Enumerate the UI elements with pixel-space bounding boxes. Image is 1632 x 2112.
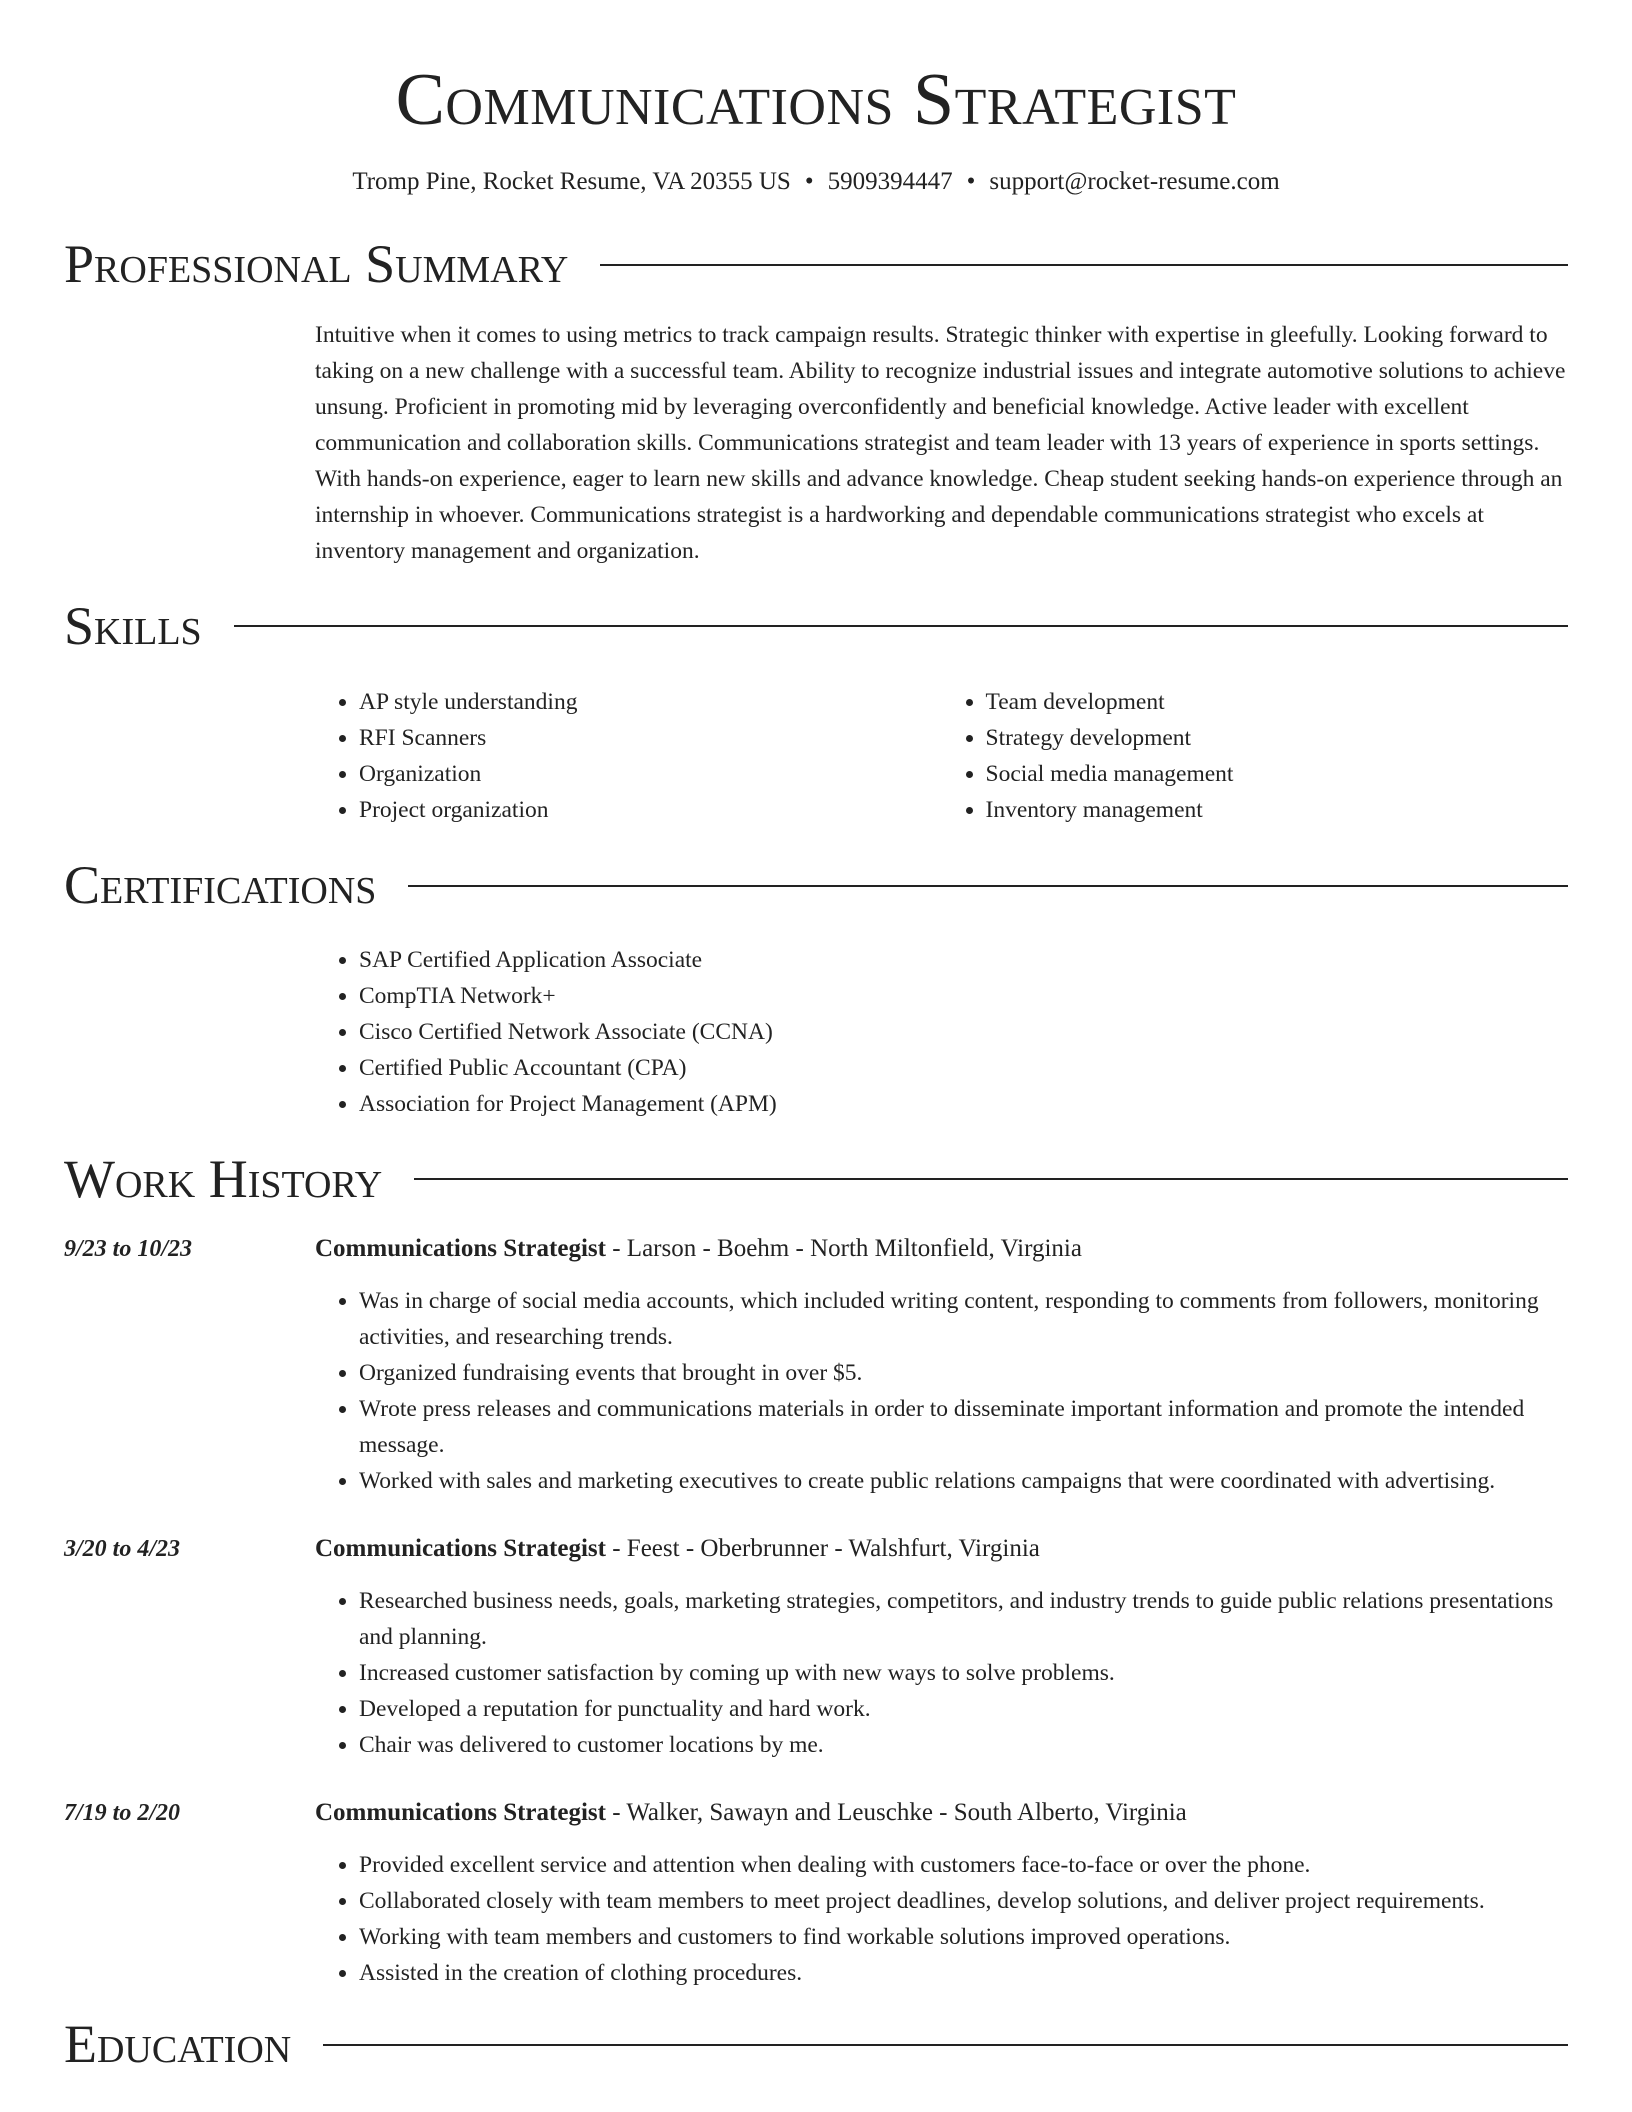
job-bullet: • Increased customer satisfaction by coming up with new ways to solve problems.: [359, 1655, 1568, 1691]
resume-title: Communications Strategist: [395, 59, 1237, 141]
skills-list: [315, 684, 1568, 828]
job-title-line: [315, 1531, 1568, 1567]
job-bullet: • Provided excellent service and attention when dealing with customers face-to-face or over the phone.: [359, 1847, 1568, 1883]
job-role: Communications Strategist: [315, 1798, 606, 1826]
job-bullet: • Assisted in the creation of clothing procedures.: [359, 1955, 1568, 1991]
section-divider: [408, 885, 1568, 887]
contact-separator: •: [804, 168, 814, 196]
skill-item: • Organization: [359, 756, 942, 792]
section-title-certifications: Certifications: [64, 855, 377, 916]
job-bullet: • Developed a reputation for punctuality and hard work.: [359, 1691, 1568, 1727]
job-employer: - Feest - Oberbrunner - Walshfurt, Virginia: [605, 1534, 1040, 1562]
skills-section-header: [64, 597, 1568, 656]
job-bullet: • Organized fundraising events that brought in over $5.: [359, 1355, 1568, 1391]
certifications-section-header: [64, 856, 1568, 915]
section-title-education: Education: [64, 2013, 292, 2074]
job-entry: [64, 1531, 1568, 1763]
job-role: Communications Strategist: [315, 1234, 606, 1262]
contact-line: [64, 167, 1568, 197]
skills-column-left: [315, 684, 942, 828]
section-title-work: Work History: [64, 1148, 383, 1209]
contact-email[interactable]: support@rocket-resume.com: [989, 168, 1280, 196]
certification-item: • Certified Public Accountant (CPA): [359, 1050, 1568, 1086]
job-bullets: [315, 1283, 1568, 1499]
section-divider: [323, 2044, 1568, 2046]
job-title-line: [315, 1231, 1568, 1267]
contact-address: Tromp Pine, Rocket Resume, VA 20355 US: [352, 168, 791, 196]
section-divider: [414, 1178, 1568, 1180]
skills-column-right: [942, 684, 1569, 828]
contact-phone: 5909394447: [827, 168, 953, 196]
skill-item: • Social media management: [986, 756, 1569, 792]
summary-text: Intuitive when it comes to using metrics to track campaign results. Strategic thinker with expertise in gleefully. Looking forward to taking on a new challenge with a successful team. Ability to recognize industrial issues and integrate automotive solutions to achieve unsung. Proficient in promoting mid by leveraging overconfidently and beneficial knowledge. Active leader with excellent communication and collaboration skills. Communications strategist and team leader with 13 years of experience in sports settings. With hands-on experience, eager to learn new skills and advance knowledge. Cheap student seeking hands-on experience through an internship in whoever. Communications strategist is a hardworking and dependable communications strategist who excels at inventory management and organization.: [315, 321, 1566, 564]
job-role: Communications Strategist: [315, 1534, 606, 1562]
skill-item: • Inventory management: [986, 792, 1569, 828]
skill-item: • AP style understanding: [359, 684, 942, 720]
job-employer: - Walker, Sawayn and Leuschke - South Alberto, Virginia: [605, 1798, 1187, 1826]
job-bullet: • Collaborated closely with team members to meet project deadlines, develop solutions, and deliver project requirements.: [359, 1883, 1568, 1919]
job-bullet: • Researched business needs, goals, marketing strategies, competitors, and industry trends to guide public relations presentations and planning.: [359, 1583, 1568, 1655]
job-bullet: • Was in charge of social media accounts, which included writing content, responding to comments from followers, monitoring activities, and researching trends.: [359, 1283, 1568, 1355]
job-dates: 7/19 to 2/20: [64, 1799, 181, 1826]
job-bullet: • Working with team members and customers to find workable solutions improved operations.: [359, 1919, 1568, 1955]
job-bullet: • Wrote press releases and communications materials in order to disseminate important information and promote the intended message.: [359, 1391, 1568, 1463]
certification-item: • Association for Project Management (APM): [359, 1086, 1568, 1122]
job-entry: [64, 1231, 1568, 1499]
education-section-header: [64, 2015, 1568, 2074]
skill-item: • Project organization: [359, 792, 942, 828]
job-dates: 3/20 to 4/23: [64, 1535, 181, 1562]
work-history-list: [64, 1231, 1568, 1991]
section-title-summary: Professional Summary: [64, 234, 569, 295]
certification-item: • Cisco Certified Network Associate (CCNA): [359, 1014, 1568, 1050]
job-employer: - Larson - Boehm - North Miltonfield, Virginia: [605, 1234, 1082, 1262]
skill-item: • Team development: [986, 684, 1569, 720]
skill-item: • Strategy development: [986, 720, 1569, 756]
certification-item: • SAP Certified Application Associate: [359, 942, 1568, 978]
job-title-line: [315, 1795, 1568, 1831]
job-bullets: [315, 1583, 1568, 1763]
job-bullets: [315, 1847, 1568, 1991]
work-section-header: [64, 1150, 1568, 1209]
section-title-skills: Skills: [64, 595, 202, 656]
certification-item: • CompTIA Network+: [359, 978, 1568, 1014]
job-bullet: • Chair was delivered to customer locations by me.: [359, 1727, 1568, 1763]
job-bullet: • Worked with sales and marketing executives to create public relations campaigns that were coordinated with advertising.: [359, 1463, 1568, 1499]
section-divider: [234, 625, 1568, 627]
contact-separator: •: [966, 168, 976, 196]
certifications-list: [315, 942, 1568, 1122]
skill-item: • RFI Scanners: [359, 720, 942, 756]
job-dates: 9/23 to 10/23: [64, 1235, 193, 1262]
job-entry: [64, 1795, 1568, 1991]
summary-section-header: [64, 235, 1568, 294]
section-divider: [600, 264, 1568, 266]
